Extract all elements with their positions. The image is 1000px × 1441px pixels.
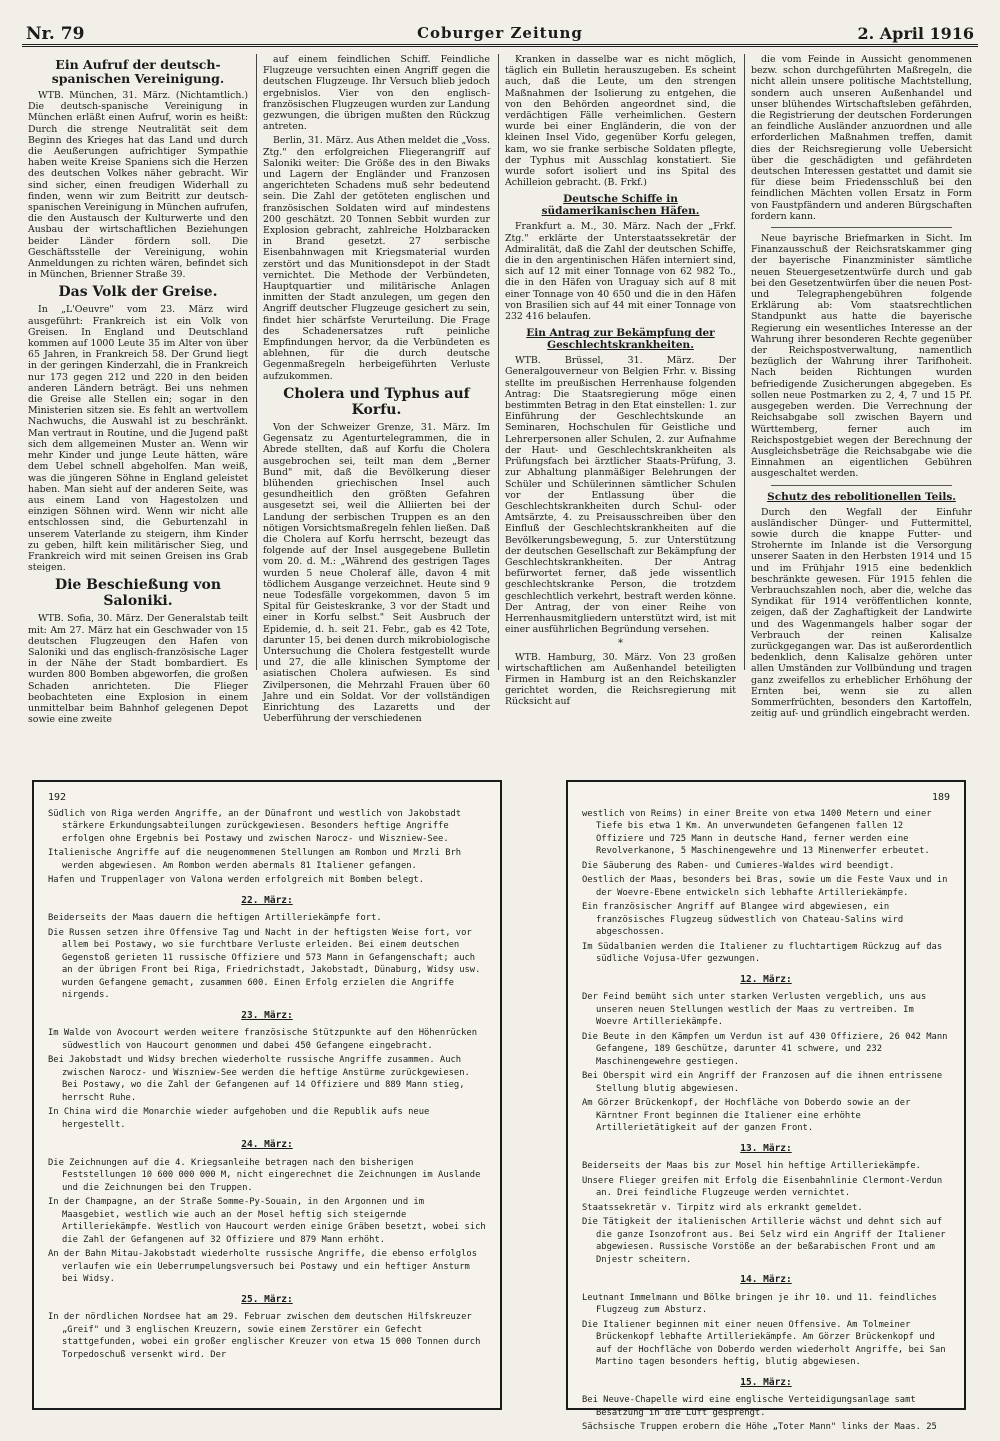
article-paragraph: Kranken in dasselbe war es nicht möglich, täglich ein Bulletin herauszugeben. Es scheint auch, daß die Leute, um den strengen Maßnahmen der Isolierung zu entgehen, die von den Behörden angeordnet sind, die verdächtigen Fälle verheimlichen. Gestern wurde bei einer Engländerin, die von der kleinen Insel Vido, gegenüber Korfu gelegen, kam, wo sie franke serbische Soldaten pflegte, der Typhus mit Ausschlag konstatiert. Sie wurde sofort isoliert und ins Spital des Achilleion gebracht. (B. Frkf.) bbox=[505, 54, 736, 189]
chronicle-insert-right bbox=[566, 780, 966, 1432]
chronicle-entry: Im Walde von Avocourt werden weitere französische Stützpunkte auf den Höhenrücken südwestlich von Haucourt genommen und dabei 450 Gefangene eingebracht. bbox=[48, 1028, 477, 1051]
chronicle-entry: In China wird die Monarchie wieder aufgehoben und die Republik aufs neue hergestellt. bbox=[48, 1107, 430, 1130]
divider bbox=[771, 227, 952, 228]
article-paragraph: WTB. Brüssel, 31. März. Der Generalgouverneur von Belgien Frhr. v. Bissing stellte im preußischen Herrenhause folgenden Antrag: Die Staatsregierung möge einen bestimmten Betrag in den Etat einstellen: 1. zur Einführung der Geschlechtskunde an Seminaren, Hochschulen für Geistliche und Lehrerpersonen aller Schulen, 2. zur Aufnahme der Haut- und Geschlechtskrankheiten als Prüfungsfach bei ärztlicher Staats-Prüfung, 3. zur Abhaltung planmäßiger Belehrungen der Schüler und Schülerinnen sämtlicher Schulen vor der Entlassung über die Geschlechtskrankheiten durch Schul- oder Amtsärzte, 4. zu Preisausschreiben über den Einfluß der Geschlechtskrankheiten auf die Bevölkerungsbewegung, 5. zur Unterstützung der deutschen Gesellschaft zur Bekämpfung der Geschlechtskrankheiten. Der Antrag befürwortet ferner, daß jede wissentlich geschlechtskranke Person, die trotzdem geschlechtlich verkehrt, bestraft werden könne. Der Antrag, der von einer Reihe von Herrenhausmitgliedern unterstützt wird, ist mit einer ausführlichen Begründung versehen. bbox=[505, 355, 736, 636]
article-paragraph: WTB. Hamburg, 30. März. Von 23 großen wirtschaftlichen am Außenhandel beteiligten Firmen in Hamburg ist an den Reichskanzler gerichtet worden, die Reichsregierung mit Rücksicht auf bbox=[505, 651, 736, 708]
paper-name: Coburger Zeitung bbox=[417, 24, 583, 42]
issue-number: Nr. 79 bbox=[26, 24, 85, 44]
article-title: Deutsche Schiffe in südamerikanischen Häfen. bbox=[541, 193, 700, 218]
article-paragraph: Frankfurt a. M., 30. März. Nach der „Frkf. Ztg." erklärte der Unterstaatssekretär der Admiralität, daß die Zahl der deutschen Schiffe, die in den argentinischen Häfen interniert sind, sich auf 12 mit einer Tonnage von 62 982 To., die in den Häfen von Uraguay sich auf 8 mit einer Tonnage von 40 650 und die in den Häfen von Brasilien sich auf 44 mit einer Tonnage von 232 416 belaufen. bbox=[505, 221, 736, 323]
article-paragraph: Berlin, 31. März. Aus Athen meldet die „Voss. Ztg." den erfolgreichen Fliegerangriff auf Saloniki weiter: Die Größe des in den Biwaks und Lagern der Engländer und Franzosen angerichteten Schadens muß sehr bedeutend sein. Die Zahl der getöteten englischen und französischen Soldaten wird auf mindestens 200 geschätzt. 20 Tonnen Sebbit wurden zur Explosion gebracht, zahlreiche Holzbaracken in Brand gesetzt. 27 serbische Eisenbahnwagen mit Kriegsmaterial wurden zerstört und das Munitionsdepot in der Stadt vernichtet. Die Methode der Verbündeten, Hauptquartier und militärische Anlagen inmitten der Stadt anzulegen, um gegen den Angriff deutscher Flugzeuge gesichert zu sein, findet hier schärfste Verurteilung. Die Frage des Schadenersatzes ruft peinliche Empfindungen hervor, da die Verbündeten es ablehnen, für die durch deutsche Gegenmaßregeln herbeigeführten Verluste aufzukommen. bbox=[263, 135, 490, 382]
chronicle-entry: Die Italiener beginnen mit einer neuen Offensive. Am Tolmeiner Brückenkopf lebhafte Artilleriekämpfe. Am Görzer Brückenkopf und auf der Hochfläche von Doberdo werden wiederholt Angriffe, bei San Martino tagen besonders heftig, blutig abgewiesen. bbox=[582, 1319, 946, 1367]
column-1 bbox=[22, 54, 254, 726]
chronicle-entry: Ein französischer Angriff auf Blangee wird abgewiesen, ein französisches Flugzeug südwestlich von Chateau-Salins wird abgeschossen. bbox=[582, 902, 904, 937]
issue-date: 2. April 1916 bbox=[857, 24, 974, 43]
chronicle-insert-left bbox=[32, 780, 502, 1410]
date-heading: 22. März: bbox=[241, 894, 293, 906]
chronicle-entry: Oestlich der Maas, besonders bei Bras, sowie um die Feste Vaux und in der Woevre-Ebene entwickeln sich lebhafte Artilleriekämpfe. bbox=[582, 875, 948, 898]
article-title: Das Volk der Greise. bbox=[58, 284, 218, 301]
article-title: Ein Aufruf der deutsch-spanischen Vereinigung. bbox=[51, 57, 225, 86]
date-heading: 15. März: bbox=[740, 1376, 792, 1388]
article-title: Die Beschießung von Saloniki. bbox=[54, 577, 222, 610]
chronicle-entry: Im Südalbanien werden die Italiener zu fluchtartigem Rückzug auf das südliche Vojusa-Ufer gezwungen. bbox=[582, 941, 943, 964]
chronicle-entry: Leutnant Immelmann und Bölke bringen je ihr 10. und 11. feindliches Flugzeug zum Absturz. bbox=[582, 1292, 937, 1315]
chronicle-entry: Sächsische Truppen erobern die Höhe „Toter Mann" links der Maas. 25 bbox=[582, 1422, 937, 1432]
separator-star: * bbox=[618, 638, 623, 650]
chronicle-entry: Bei Oberspit wird ein Angriff der Franzosen auf die ihnen entrissene Stellung blutig abgewiesen. bbox=[582, 1071, 943, 1094]
date-heading: 23. März: bbox=[241, 1009, 293, 1021]
chronicle-entry: Beiderseits der Maas bis zur Mosel hin heftige Artilleriekämpfe. bbox=[582, 1161, 921, 1171]
chronicle-entry: Beiderseits der Maas dauern die heftigen Artilleriekämpfe fort. bbox=[48, 913, 382, 923]
chronicle-entry: Hafen und Truppenlager von Valona werden erfolgreich mit Bomben belegt. bbox=[48, 875, 425, 885]
date-heading: 14. März: bbox=[740, 1274, 792, 1285]
chronicle-entry: Der Feind bemüht sich unter starken Verlusten vergeblich, uns aus unseren neuen Stellungen westlich der Maas zu vertreiben. Im Woevre Artilleriekämpfe. bbox=[582, 992, 927, 1027]
chronicle-entry: Südlich von Riga werden Angriffe, an der Dünafront und westlich von Jakobstadt stärkere Erkundungsabteilungen zurückgewiesen. Besonders heftige Angriffe erfolgen ohne Ergebnis bei Postawy und zwischen Narocz- und Wiszniew-See. bbox=[48, 808, 462, 844]
date-heading: 12. März: bbox=[740, 973, 792, 985]
page-number: 189 bbox=[931, 792, 950, 803]
article-title: Ein Antrag zur Bekämpfung der Geschlechtskrankheiten. bbox=[526, 327, 715, 352]
chronicle-entry: Bei Jakobstadt und Widsy brechen wiederholte russische Angriffe zusammen. Auch zwischen Narocz- und Wiszniew-See werden die heftige Anstürme zurückgewiesen. Bei Postawy, wo die Zahl der Gefangenen auf 14 Offiziere und 889 Mann stieg, herrscht Ruhe. bbox=[48, 1055, 470, 1103]
chronicle-entry: Am Görzer Brückenkopf, der Hochfläche von Doberdo sowie an der Kärntner Front beginnen die Italiener eine erhöhte Artillerietätigkeit auf der ganzen Front. bbox=[582, 1098, 911, 1133]
chronicle-entry: Italienische Angriffe auf die neugenommenen Stellungen am Rombon und Mrzli Brh werden abgewiesen. Am Rombon werden abermals 81 Italiener gefangen. bbox=[48, 848, 462, 871]
chronicle-entry: Die Tätigkeit der italienischen Artillerie wächst und dehnt sich auf die ganze Isonzofront aus. Bei Selz wird ein Angriff der Italiener abgewiesen. Russische Vorstöße an der beßarabischen Front und am Dnjestr scheitern. bbox=[582, 1217, 946, 1265]
column-4 bbox=[744, 54, 978, 720]
divider bbox=[771, 485, 952, 486]
article-title: Cholera und Typhus auf Korfu. bbox=[283, 385, 470, 418]
page-number: 192 bbox=[48, 792, 67, 803]
article-paragraph: In „L'Oeuvre" vom 23. März wird ausgeführt: Frankreich ist ein Volk von Greisen. In England und Deutschland kommen auf 1000 Leute 35 im Alter von über 65 Jahren, in Frankreich 58. Der Grund liegt in der geringen Kinderzahl, die in Frankreich nur 173 gegen 212 und 220 in den beiden anderen Ländern beträgt. Bei uns nehmen die Greise alle Stellen ein; sogar in den Ministerien sitzen sie. Es fehlt an wertvollem Nachwuchs, die Auswahl ist zu beschränkt. Man vertraut in Routine, und die Jugend paßt sich dem allgemeinen Muster an. Wenn wir mehr Kinder und junge Leute hätten, wäre dem Uebel schnell abgeholfen. Man weiß, was die jüngeren Söhne in England geleistet haben. Man sieht auf der anderen Seite, was aus einem Land von Hagestolzen und einzigen Söhnen wird. Wenn wir nicht alle entschlossen sind, die Geburtenzahl in unserem Vaterlande zu steigern, ihm Kinder zu geben, hilft kein militärischer Sieg, und Frankreich wird mit seinen Greisen ins Grab steigen. bbox=[28, 304, 248, 574]
chronicle-entry: Die Russen setzen ihre Offensive Tag und Nacht in der heftigsten Weise fort, vor allem bei Postawy, wo sie furchtbare Verluste erleiden. Bei einem deutschen Gegenstoß gerieten 11 russische Offiziere und 573 Mann in Gefangenschaft; auch an der übrigen Front bei Riga, Friedrichstadt, Jakobstadt, Dünaburg, Widsy usw. wurden Gefangene gemacht, zusammen 600. Einen Erfolg erzielen die Angriffe nirgends. bbox=[48, 927, 481, 1000]
masthead bbox=[22, 22, 978, 47]
date-heading: 24. März: bbox=[241, 1139, 293, 1150]
chronicle-entry: Unsere Flieger greifen mit Erfolg die Eisenbahnlinie Clermont-Verdun an. Drei feindliche Flugzeuge werden vernichtet. bbox=[582, 1175, 943, 1198]
chronicle-entry: Die Beute in den Kämpfen um Verdun ist auf 430 Offiziere, 26 042 Mann Gefangene, 189 Geschütze, darunter 41 schwere, und 232 Maschinengewehre gestiegen. bbox=[582, 1031, 948, 1067]
column-3 bbox=[498, 54, 742, 708]
article-title: Schutz des rebolitionellen Teils. bbox=[767, 490, 956, 503]
chronicle-entry: Bei Neuve-Chapelle wird eine englische Verteidigungsanlage samt Besatzung in die Luft gesprengt. bbox=[582, 1395, 916, 1418]
chronicle-entry: In der nördlichen Nordsee hat am 29. Februar zwischen dem deutschen Hilfskreuzer „Greif" und 3 englischen Kreuzern, sowie einem Zerstörer ein Gefecht stattgefunden, wobei ein großer englischer Kreuzer von etwa 15 000 Tonnen durch Torpedoschuß versenkt wird. Der bbox=[48, 1312, 481, 1360]
chronicle-entry: Die Säuberung des Raben- und Cumieres-Waldes wird beendigt. bbox=[582, 860, 895, 871]
article-paragraph: Durch den Wegfall der Einfuhr ausländischer Dünger- und Futtermittel, sowie durch die knappe Futter- und Strohernte im Inlande ist die Versorgung unserer Saaten in den Herbsten 1914 und 15 und im Frühjahr 1915 eine bedenklich beschränkte gewesen. Für 1915 fehlen die Verbrauchszahlen noch, aber die, welche das Syndikat für 1914 veröffentlichen konnte, zeigen, daß der Zaghaftigkeit der Landwirte und des Wagenmangels halber sogar der Verbrauch der reinen Kalisalze zurückgegangen war. Das ist außerordentlich bedenklich, denn Kalisalze gehören unter allen Umständen zur Vollbündung und tragen ganz zweifellos zu erheblicher Erhöhung der Ernten bei, wenn sie zu allen Sommerfrüchten, besonders den Kartoffeln, zeitig auf- und gründlich eingebracht werden. bbox=[751, 506, 972, 720]
date-heading: 13. März: bbox=[740, 1142, 792, 1154]
article-paragraph: die vom Feinde in Aussicht genommenen bezw. schon durchgeführten Maßregeln, die nicht allein unsere politische Machtstellung, sondern auch unseren Außenhandel und unser blühendes Wirtschaftsleben gefährden, die Registrierung der deutschen Forderungen an feindliche Ausländer anzuordnen und alle erforderlichen Maßnahmen treffen, damit dies der Reichsregierung volle Uebersicht über die geschädigten und gefährdeten deutschen Interessen gestattet und damit sie für diese beim Friedensschluß bei den feindlichen Mächten vollen Ersatz in Form von Faustpfändern und anderen Bürgschaften fordern kann. bbox=[751, 54, 972, 222]
column-2 bbox=[256, 54, 496, 725]
chronicle-entry: Staatssekretär v. Tirpitz wird als erkrankt gemeldet. bbox=[582, 1202, 863, 1213]
chronicle-entry: An der Bahn Mitau-Jakobstadt wiederholte russische Angriffe, die ebenso erfolglos verlaufen wie ein Ueberrumpelungsversuch bei Postawy und ein heftiger Ansturm bei Widsy. bbox=[48, 1249, 477, 1284]
article-paragraph: WTB. München, 31. März. (Nichtamtlich.) Die deutsch-spanische Vereinigung in München erläßt einen Aufruf, worin es heißt: Durch die strenge Neutralität seit dem Beginn des Krieges hat das Land und durch die Aeußerungen aufrichtiger Sympathie haben weite Kreise Spaniens sich die Herzen des deutschen Volkes näher gebracht. Wir sind sicher, einen freudigen Widerhall zu finden, wenn wir zum Beitritt zur deutsch-spanischen Vereinigung in München aufrufen, die den Austausch der Kulturwerte und den Ausbau der wirtschaftlichen Beziehungen beider Länder fördern soll. Die Geschäftsstelle der Vereinigung, wohin Anmeldungen zu richten wären, befindet sich in München, Brienner Straße 39. bbox=[28, 90, 248, 281]
chronicle-entry: In der Champagne, an der Straße Somme-Py-Souain, in den Argonnen und im Maasgebiet, westlich wie auch an der Mosel heftig sich steigernde Artilleriekämpfe. Westlich von Haucourt werden einige Gräben besetzt, wobei sich die Zahl der Gefangenen auf 32 Offiziere und 879 Mann erhöht. bbox=[48, 1197, 486, 1245]
article-paragraph: WTB. Sofia, 30. März. Der Generalstab teilt mit: Am 27. März hat ein Geschwader von 15 deutschen Flugzeugen den Hafen von Saloniki und das englisch-französische Lager in der Nähe der Stadt bombardiert. Es wurden 800 Bomben abgeworfen, die großen Schaden anrichteten. Die Flieger beobachteten eine Explosion in einem unmittelbar beim Bahnhof gelegenen Depot sowie eine zweite bbox=[28, 613, 248, 726]
entries-top bbox=[48, 808, 486, 887]
chronicle-entry: Die Zeichnungen auf die 4. Kriegsanleihe betragen nach den bisherigen Feststellungen 10 600 000 000 M, nicht eingerechnet die Zeichnungen im Auslande und die Zeichnungen bei den Truppen. bbox=[48, 1157, 481, 1193]
article-paragraph: Neue bayrische Briefmarken in Sicht. Im Finanzausschuß der Reichsratskammer ging der bayerische Finanzminister sämtliche neuen Steuergesetzentwürfe durch und gab bei den Gesetzentwürfen über die neuen Post- und Telegraphengebühren folgende Erklärung ab: Vom staatsrechtlichen Standpunkt aus hatte die bayerische Regierung ein wesentliches Interesse an der Wahrung ihrer besonderen Rechte gegenüber der Reichspostverwaltung, namentlich bezüglich der Wahrung ihrer Tarifhoheit. Nach beiden Richtungen wurden befriedigende Zusicherungen abgegeben. Es sollen neue Postmarken zu 2, 4, 7 und 15 Pf. ausgegeben werden. Die Verrechnung der Reichsabgabe soll zwischen Bayern und Württemberg, ferner auch im Reichspostgebiet wegen der Berechnung der Ausgleichsbeträge die Reichsabgabe wie die Einnahmen an eigentlichen Gebühren ausgeschaltet werden. bbox=[751, 233, 972, 480]
chronicle-entry: westlich von Reims) in einer Breite von etwa 1400 Metern und einer Tiefe bis etwa 1 Km. An unverwundeten Gefangenen fallen 12 Offiziere und 725 Mann in deutsche Hand, ferner werden eine Revolverkanone, 5 Maschinengewehre und 13 Minenwerfer erbeutet. bbox=[582, 808, 932, 856]
date-heading: 25. März: bbox=[241, 1293, 293, 1305]
article-paragraph: Von der Schweizer Grenze, 31. März. Im Gegensatz zu Agenturtelegrammen, die in Abrede stellten, daß auf Korfu die Cholera ausgebrochen sei, teilt man dem „Berner Bund" mit, daß die Bevölkerung dieser blühenden griechischen Insel auch gesundheitlich den größten Gefahren ausgesetzt sei, weil die Alliierten bei der Landung der serbischen Truppen es an den nötigen Vorsichtsmaßregeln fehlen ließen. Daß die Cholera auf Korfu herrscht, bezeugt das folgende auf der Insel ausgegebene Bulletin vom 20. d. M.: „Während des gestrigen Tages wurden 5 neue Choleraf älle, davon 4 mit tödlichem Ausgange verzeichnet. Heute sind 9 neue Todesfälle vorgekommen, davon 5 im Spital für Geisteskranke, 3 vor der Stadt und einer in Korfu selbst." Seit Ausbruch der Epidemie, d. h. seit 21. Febr., gab es 42 Tote, darunter 15, bei denen durch mikrobiologische Untersuchung die Cholera festgestellt wurde und 27, die alle klinischen Symptome der asiatischen Cholera aufwiesen. Es sind Zivilpersonen, die Mehrzahl Frauen über 60 Jahre und ein Soldat. Vor der vollständigen Einrichtung des Lazaretts und der Ueberführung der verschiedenen bbox=[263, 421, 490, 725]
article-paragraph: auf einem feindlichen Schiff. Feindliche Flugzeuge versuchten einen Angriff gegen die deutschen Flugzeuge. Ihr Versuch blieb jedoch ergebnislos. Vier von den englisch-französischen Flugzeugen wurden zur Landung gezwungen, die übrigen mußten den Rückzug antreten. bbox=[263, 54, 490, 133]
